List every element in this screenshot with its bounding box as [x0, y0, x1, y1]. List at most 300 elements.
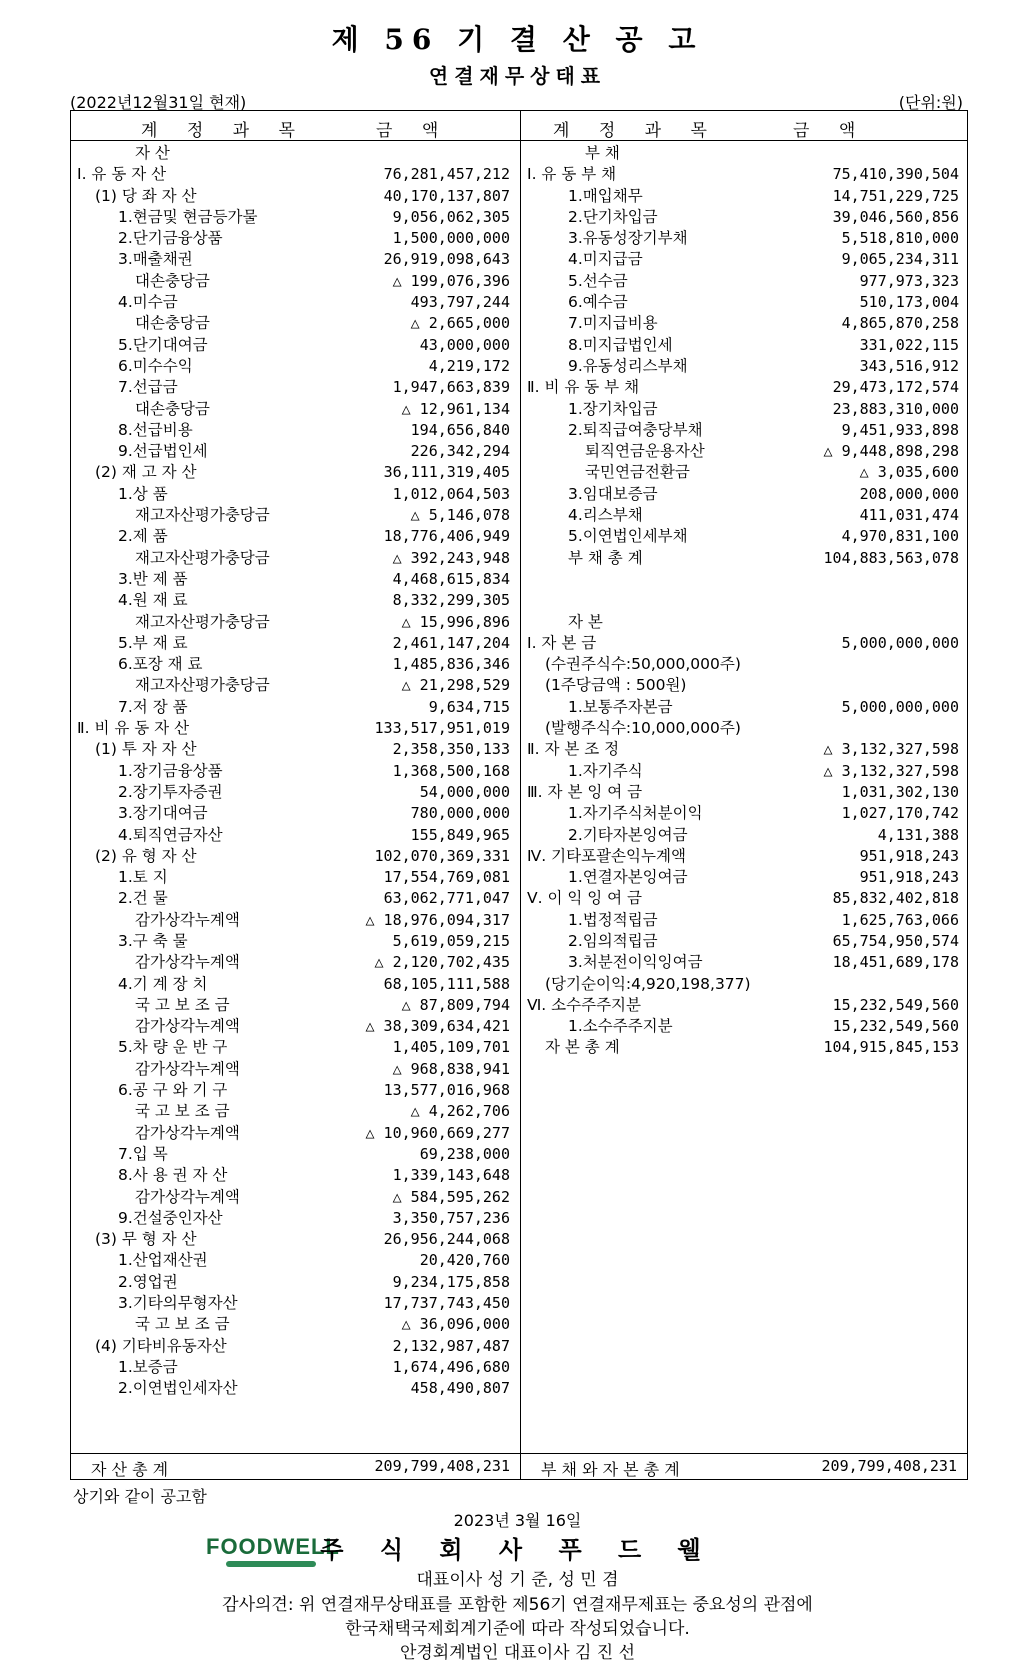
amount-value: 1,500,000,000 — [392, 229, 510, 248]
amount-value: 4,865,870,258 — [841, 314, 959, 333]
right-account-header: 계 정 과 목 — [553, 121, 719, 141]
table-row — [523, 526, 967, 547]
account-label: 8.선급비용 — [118, 420, 193, 439]
table-row — [523, 846, 967, 867]
amount-value: 75,410,390,504 — [832, 165, 959, 184]
company-logo: FOODWELL — [206, 1534, 340, 1559]
table-row — [73, 1037, 518, 1058]
account-label: 감가상각누계액 — [135, 910, 240, 929]
table-row — [73, 974, 518, 995]
amount-value: 133,517,951,019 — [374, 719, 510, 738]
account-label: (4) 기타비유동자산 — [95, 1336, 227, 1355]
table-row — [73, 186, 518, 207]
column-divider — [520, 111, 521, 1479]
amount-value: △ 87,809,794 — [401, 995, 510, 1014]
amount-value: 5,619,059,215 — [392, 931, 510, 950]
table-row — [523, 931, 967, 952]
account-label: 2.이연법인세자산 — [118, 1379, 238, 1398]
account-label: 1.자기주식처분이익 — [568, 804, 703, 823]
account-label: 7.선급금 — [118, 378, 178, 397]
liabilities-equity-column — [523, 143, 967, 1059]
amount-value: 780,000,000 — [410, 804, 510, 823]
table-row — [73, 761, 518, 782]
amount-value: 155,849,965 — [410, 825, 510, 844]
account-label: Ⅱ. 자 본 조 정 — [527, 740, 620, 759]
amount-value: 4,219,172 — [428, 356, 510, 375]
table-row — [523, 377, 967, 398]
account-label: (3) 무 형 자 산 — [95, 1230, 197, 1249]
table-row — [523, 228, 967, 249]
account-label: 2.건 물 — [118, 889, 168, 908]
table-row — [73, 952, 518, 973]
table-row — [73, 675, 518, 696]
table-row — [73, 910, 518, 931]
account-label: 8.미지급법인세 — [568, 335, 673, 354]
amount-value: 343,516,912 — [859, 356, 959, 375]
publication-date: 2023년 3월 16일 — [453, 1511, 582, 1530]
account-label: 재고자산평가충당금 — [135, 506, 270, 525]
account-label: 감가상각누계액 — [135, 1123, 240, 1142]
account-label: 9.유동성리스부채 — [568, 356, 688, 375]
account-label: 감가상각누계액 — [135, 1187, 240, 1206]
table-row — [523, 484, 967, 505]
amount-value: 5,518,810,000 — [841, 229, 959, 248]
table-row — [523, 761, 967, 782]
account-label: 6.공 구 와 기 구 — [118, 1081, 228, 1100]
account-label: 2.단기금융상품 — [118, 229, 223, 248]
amount-value: 9,634,715 — [428, 697, 510, 716]
account-label: 1.상 품 — [118, 484, 168, 503]
account-label: Ⅱ. 비 유 동 부 채 — [527, 378, 640, 397]
table-row — [73, 1144, 518, 1165]
amount-value: 18,451,689,178 — [832, 953, 959, 972]
table-row — [73, 399, 518, 420]
amount-value: 493,797,244 — [410, 293, 510, 312]
account-label: (당기순이익:4,920,198,377) — [545, 974, 751, 993]
amount-value: △ 18,976,094,317 — [365, 910, 510, 929]
table-row — [523, 654, 967, 675]
account-label: 3.유동성장기부채 — [568, 229, 688, 248]
account-label: 2.임의적립금 — [568, 931, 658, 950]
account-label: 1.연결자본잉여금 — [568, 868, 688, 887]
total-liab-equity-label: 부 채 와 자 본 총 계 — [541, 1460, 680, 1479]
amount-value: 194,656,840 — [410, 420, 510, 439]
account-label: Ⅰ. 유 동 부 채 — [527, 165, 617, 184]
amount-value: △ 2,120,702,435 — [374, 953, 510, 972]
amount-value: △ 10,960,669,277 — [365, 1123, 510, 1142]
account-label: (발행주식수:10,000,000주) — [545, 719, 741, 738]
account-label: 1.법정적립금 — [568, 910, 658, 929]
amount-value: 1,027,170,742 — [841, 804, 959, 823]
account-label: 자 산 — [135, 144, 170, 162]
amount-value: 65,754,950,574 — [832, 931, 959, 950]
table-row — [523, 612, 967, 633]
account-label: 7.입 목 — [118, 1144, 168, 1163]
table-row — [73, 590, 518, 611]
amount-value: △ 21,298,529 — [401, 676, 510, 695]
table-row — [523, 803, 967, 824]
table-row — [73, 612, 518, 633]
table-row — [73, 995, 518, 1016]
account-label: 3.반 제 품 — [118, 569, 188, 588]
account-label: 감가상각누계액 — [135, 953, 240, 972]
table-row — [523, 399, 967, 420]
account-label: 2.기타자본잉여금 — [568, 825, 688, 844]
balance-sheet-table — [70, 110, 968, 1480]
table-row — [523, 974, 967, 995]
table-row — [523, 548, 967, 569]
amount-value: 1,485,836,346 — [392, 655, 510, 674]
account-label: 2.제 품 — [118, 527, 168, 546]
amount-value: 36,111,319,405 — [383, 463, 510, 482]
table-row — [523, 505, 967, 526]
table-row — [73, 548, 518, 569]
table-row — [73, 420, 518, 441]
amount-value: 104,915,845,153 — [823, 1038, 959, 1057]
amount-value: 63,062,771,047 — [383, 889, 510, 908]
account-label: 2.장기투자증권 — [118, 782, 223, 801]
total-assets-amount: 209,799,408,231 — [374, 1457, 510, 1475]
account-label: 대손충당금 — [135, 399, 210, 418]
amount-value: △ 584,595,262 — [392, 1187, 510, 1206]
table-row — [73, 462, 518, 483]
table-row — [523, 1016, 967, 1037]
amount-value: 3,350,757,236 — [392, 1208, 510, 1227]
table-row — [73, 1314, 518, 1335]
amount-value: 208,000,000 — [859, 484, 959, 503]
amount-value: 2,132,987,487 — [392, 1336, 510, 1355]
account-label: 5.단기대여금 — [118, 335, 208, 354]
left-account-header: 계 정 과 목 — [141, 121, 307, 141]
account-label: 1.장기차입금 — [568, 399, 658, 418]
auditor-signature: 안경회계법인 대표이사 김 진 선 — [399, 1643, 636, 1663]
table-row — [73, 867, 518, 888]
amount-value: 26,919,098,643 — [383, 250, 510, 269]
account-label: 자 본 — [568, 612, 603, 631]
amount-value: 4,131,388 — [877, 825, 959, 844]
table-row — [523, 207, 967, 228]
table-row — [523, 569, 967, 590]
table-row — [73, 1123, 518, 1144]
table-row — [73, 1357, 518, 1378]
table-row — [73, 1016, 518, 1037]
amount-value: 13,577,016,968 — [383, 1081, 510, 1100]
table-row — [73, 697, 518, 718]
amount-value: △ 199,076,396 — [392, 271, 510, 290]
table-row — [523, 888, 967, 909]
table-row — [73, 143, 518, 164]
account-label: 3.기타의무형자산 — [118, 1294, 238, 1313]
table-row — [73, 1101, 518, 1122]
account-label: (1주당금액 : 500원) — [545, 676, 687, 695]
table-row — [523, 825, 967, 846]
table-row — [73, 1165, 518, 1186]
table-row — [523, 249, 967, 270]
account-label: (2) 유 형 자 산 — [95, 846, 197, 865]
table-row — [523, 335, 967, 356]
amount-value: 9,451,933,898 — [841, 420, 959, 439]
amount-value: 68,105,111,588 — [383, 974, 510, 993]
amount-value: 15,232,549,560 — [832, 995, 959, 1014]
account-label: 3.임대보증금 — [568, 484, 658, 503]
total-assets-label: 자 산 총 계 — [91, 1460, 169, 1479]
as-of-date: (2022년12월31일 현재) — [70, 93, 247, 112]
table-row — [73, 569, 518, 590]
table-row — [523, 186, 967, 207]
account-label: 2.영업권 — [118, 1272, 178, 1291]
table-row — [523, 590, 967, 611]
account-label: 9.선급법인세 — [118, 442, 208, 461]
table-row — [73, 484, 518, 505]
table-row — [73, 1059, 518, 1080]
account-label: Ⅴ. 이 익 잉 여 금 — [527, 889, 643, 908]
table-row — [73, 846, 518, 867]
account-label: 3.매출채권 — [118, 250, 193, 269]
table-row — [73, 1272, 518, 1293]
amount-value: 1,625,763,066 — [841, 910, 959, 929]
amount-value: 1,405,109,701 — [392, 1038, 510, 1057]
table-row — [73, 249, 518, 270]
table-row — [523, 356, 967, 377]
amount-value: 951,918,243 — [859, 868, 959, 887]
table-row — [73, 377, 518, 398]
amount-value: △ 15,996,896 — [401, 612, 510, 631]
amount-value: 17,554,769,081 — [383, 868, 510, 887]
account-label: 감가상각누계액 — [135, 1017, 240, 1036]
account-label: 4.퇴직연금자산 — [118, 825, 223, 844]
amount-value: 17,737,743,450 — [383, 1294, 510, 1313]
account-label: 4.원 재 료 — [118, 591, 188, 610]
amount-value: 15,232,549,560 — [832, 1017, 959, 1036]
table-row — [73, 271, 518, 292]
statement-subtitle: 연결재무상태표 — [428, 64, 607, 88]
amount-value: △ 36,096,000 — [401, 1315, 510, 1334]
account-label: Ⅲ. 자 본 잉 여 금 — [527, 782, 643, 801]
amount-value: 2,461,147,204 — [392, 633, 510, 652]
amount-value: 20,420,760 — [419, 1251, 510, 1270]
table-row — [523, 910, 967, 931]
account-label: 1.보증금 — [118, 1357, 178, 1376]
account-label: 6.포장 재 료 — [118, 655, 203, 674]
table-row — [73, 1336, 518, 1357]
account-label: 7.저 장 품 — [118, 697, 188, 716]
amount-value: 4,468,615,834 — [392, 569, 510, 588]
ceo-names: 대표이사 성 기 준, 성 민 겸 — [416, 1570, 619, 1590]
account-label: Ⅳ. 기타포괄손익누계액 — [527, 846, 686, 865]
unit-label: (단위:원) — [898, 93, 963, 112]
table-row — [73, 356, 518, 377]
table-row — [73, 718, 518, 739]
account-label: 1.자기주식 — [568, 761, 643, 780]
table-row — [73, 228, 518, 249]
amount-value: △ 968,838,941 — [392, 1059, 510, 1078]
table-row — [523, 313, 967, 334]
amount-value: 40,170,137,807 — [383, 186, 510, 205]
amount-value: △ 3,132,327,598 — [823, 761, 959, 780]
table-row — [73, 1378, 518, 1399]
table-row — [523, 995, 967, 1016]
amount-value: 85,832,402,818 — [832, 889, 959, 908]
amount-value: 76,281,457,212 — [383, 165, 510, 184]
amount-value: 977,973,323 — [859, 271, 959, 290]
amount-value: 26,956,244,068 — [383, 1230, 510, 1249]
amount-value: 1,947,663,839 — [392, 378, 510, 397]
table-row — [523, 462, 967, 483]
amount-value: 9,234,175,858 — [392, 1272, 510, 1291]
table-row — [73, 825, 518, 846]
table-row — [523, 420, 967, 441]
account-label: 부 채 — [585, 144, 620, 162]
table-row — [73, 292, 518, 313]
account-label: 2.퇴직급여충당부채 — [568, 420, 703, 439]
table-row — [73, 1293, 518, 1314]
account-label: Ⅱ. 비 유 동 자 산 — [77, 719, 190, 738]
amount-value: △ 12,961,134 — [401, 399, 510, 418]
amount-value: 14,751,229,725 — [832, 186, 959, 205]
account-label: Ⅵ. 소수주주지분 — [527, 995, 641, 1014]
amount-value: △ 38,309,634,421 — [365, 1017, 510, 1036]
table-row — [523, 952, 967, 973]
account-label: 재고자산평가충당금 — [135, 676, 270, 695]
table-row — [73, 633, 518, 654]
audit-opinion-line1: 감사의견: 위 연결재무상태표를 포함한 제56기 연결재무제표는 중요성의 관점에 — [222, 1595, 813, 1615]
amount-value: 411,031,474 — [859, 506, 959, 525]
account-label: 5.차 량 운 반 구 — [118, 1038, 228, 1057]
amount-value: 1,368,500,168 — [392, 761, 510, 780]
amount-value: 8,332,299,305 — [392, 591, 510, 610]
account-label: 2.단기차입금 — [568, 207, 658, 226]
account-label: 국 고 보 조 금 — [135, 1102, 230, 1121]
company-name: 주 식 회 사 푸 드 웰 — [320, 1535, 715, 1564]
amount-value: △ 3,132,327,598 — [823, 740, 959, 759]
table-row — [73, 1187, 518, 1208]
amount-value: 4,970,831,100 — [841, 527, 959, 546]
amount-value: 226,342,294 — [410, 442, 510, 461]
right-amount-header: 금 액 — [793, 121, 868, 141]
audit-opinion-line2: 한국채택국제회계기준에 따라 작성되었습니다. — [345, 1619, 690, 1639]
table-row — [73, 526, 518, 547]
amount-value: 1,674,496,680 — [392, 1357, 510, 1376]
amount-value: 331,022,115 — [859, 335, 959, 354]
account-label: 국 고 보 조 금 — [135, 1315, 230, 1334]
account-label: 3.구 축 물 — [118, 931, 188, 950]
table-row — [73, 803, 518, 824]
account-label: 4.미지급금 — [568, 250, 643, 269]
amount-value: 5,000,000,000 — [841, 697, 959, 716]
account-label: 5.이연법인세부채 — [568, 527, 688, 546]
amount-value: 510,173,004 — [859, 293, 959, 312]
table-row — [73, 441, 518, 462]
amount-value: 2,358,350,133 — [392, 740, 510, 759]
table-row — [73, 1080, 518, 1101]
table-row — [523, 292, 967, 313]
total-liab-equity-amount: 209,799,408,231 — [821, 1457, 957, 1475]
account-label: 1.토 지 — [118, 868, 168, 887]
amount-value: 1,012,064,503 — [392, 484, 510, 503]
amount-value: 43,000,000 — [419, 335, 510, 354]
table-row — [73, 164, 518, 185]
table-row — [73, 1229, 518, 1250]
table-row — [73, 1208, 518, 1229]
account-label: 5.부 재 료 — [118, 633, 188, 652]
account-label: 7.미지급비용 — [568, 314, 658, 333]
account-label: Ⅰ. 유 동 자 산 — [77, 165, 167, 184]
table-row — [523, 441, 967, 462]
amount-value: 1,031,302,130 — [841, 782, 959, 801]
table-row — [523, 1037, 967, 1058]
account-label: (1) 투 자 자 산 — [95, 740, 197, 759]
account-label: 1.보통주자본금 — [568, 697, 673, 716]
account-label: 1.현금및 현금등가물 — [118, 207, 258, 226]
table-row — [523, 782, 967, 803]
account-label: 대손충당금 — [135, 314, 210, 333]
account-label: 재고자산평가충당금 — [135, 612, 270, 631]
table-row — [523, 675, 967, 696]
table-row — [523, 739, 967, 760]
account-label: 1.매입채무 — [568, 186, 643, 205]
report-title: 제 56 기 결 산 공 고 — [331, 23, 704, 56]
amount-value: 69,238,000 — [419, 1144, 510, 1163]
table-row — [523, 867, 967, 888]
account-label: 국 고 보 조 금 — [135, 995, 230, 1014]
left-amount-header: 금 액 — [376, 121, 451, 141]
table-row — [523, 718, 967, 739]
account-label: Ⅰ. 자 본 금 — [527, 633, 597, 652]
account-label: 4.리스부채 — [568, 506, 643, 525]
account-label: 국민연금전환금 — [585, 463, 690, 482]
assets-column — [73, 143, 518, 1400]
table-row — [73, 782, 518, 803]
account-label: (수권주식수:50,000,000주) — [545, 655, 741, 674]
account-label: 1.소수주주지분 — [568, 1017, 673, 1036]
amount-value: 29,473,172,574 — [832, 378, 959, 397]
account-label: 대손충당금 — [135, 271, 210, 290]
table-row — [73, 739, 518, 760]
account-label: 3.장기대여금 — [118, 804, 208, 823]
amount-value: △ 5,146,078 — [410, 506, 510, 525]
amount-value: △ 4,262,706 — [410, 1102, 510, 1121]
table-row — [73, 888, 518, 909]
amount-value: △ 392,243,948 — [392, 548, 510, 567]
account-label: 8.사 용 권 자 산 — [118, 1166, 228, 1185]
account-label: 4.기 계 장 치 — [118, 974, 208, 993]
account-label: 퇴직연금운용자산 — [585, 442, 705, 461]
amount-value: △ 3,035,600 — [859, 463, 959, 482]
table-row — [73, 1250, 518, 1271]
amount-value: 18,776,406,949 — [383, 527, 510, 546]
account-label: 6.미수수익 — [118, 356, 193, 375]
account-label: 9.건설중인자산 — [118, 1208, 223, 1227]
account-label: 1.장기금융상품 — [118, 761, 223, 780]
table-row — [73, 207, 518, 228]
amount-value: 39,046,560,856 — [832, 207, 959, 226]
account-label: 4.미수금 — [118, 293, 178, 312]
amount-value: 9,056,062,305 — [392, 207, 510, 226]
table-row — [523, 271, 967, 292]
table-row — [523, 143, 967, 164]
table-row — [523, 164, 967, 185]
table-row — [73, 313, 518, 334]
account-label: 5.선수금 — [568, 271, 628, 290]
amount-value: 9,065,234,311 — [841, 250, 959, 269]
amount-value: 23,883,310,000 — [832, 399, 959, 418]
account-label: 3.처분전이익잉여금 — [568, 953, 703, 972]
table-row — [73, 335, 518, 356]
account-label: (1) 당 좌 자 산 — [95, 186, 197, 205]
account-label: (2) 재 고 자 산 — [95, 463, 197, 482]
amount-value: 102,070,369,331 — [374, 846, 510, 865]
amount-value: △ 9,448,898,298 — [823, 442, 959, 461]
